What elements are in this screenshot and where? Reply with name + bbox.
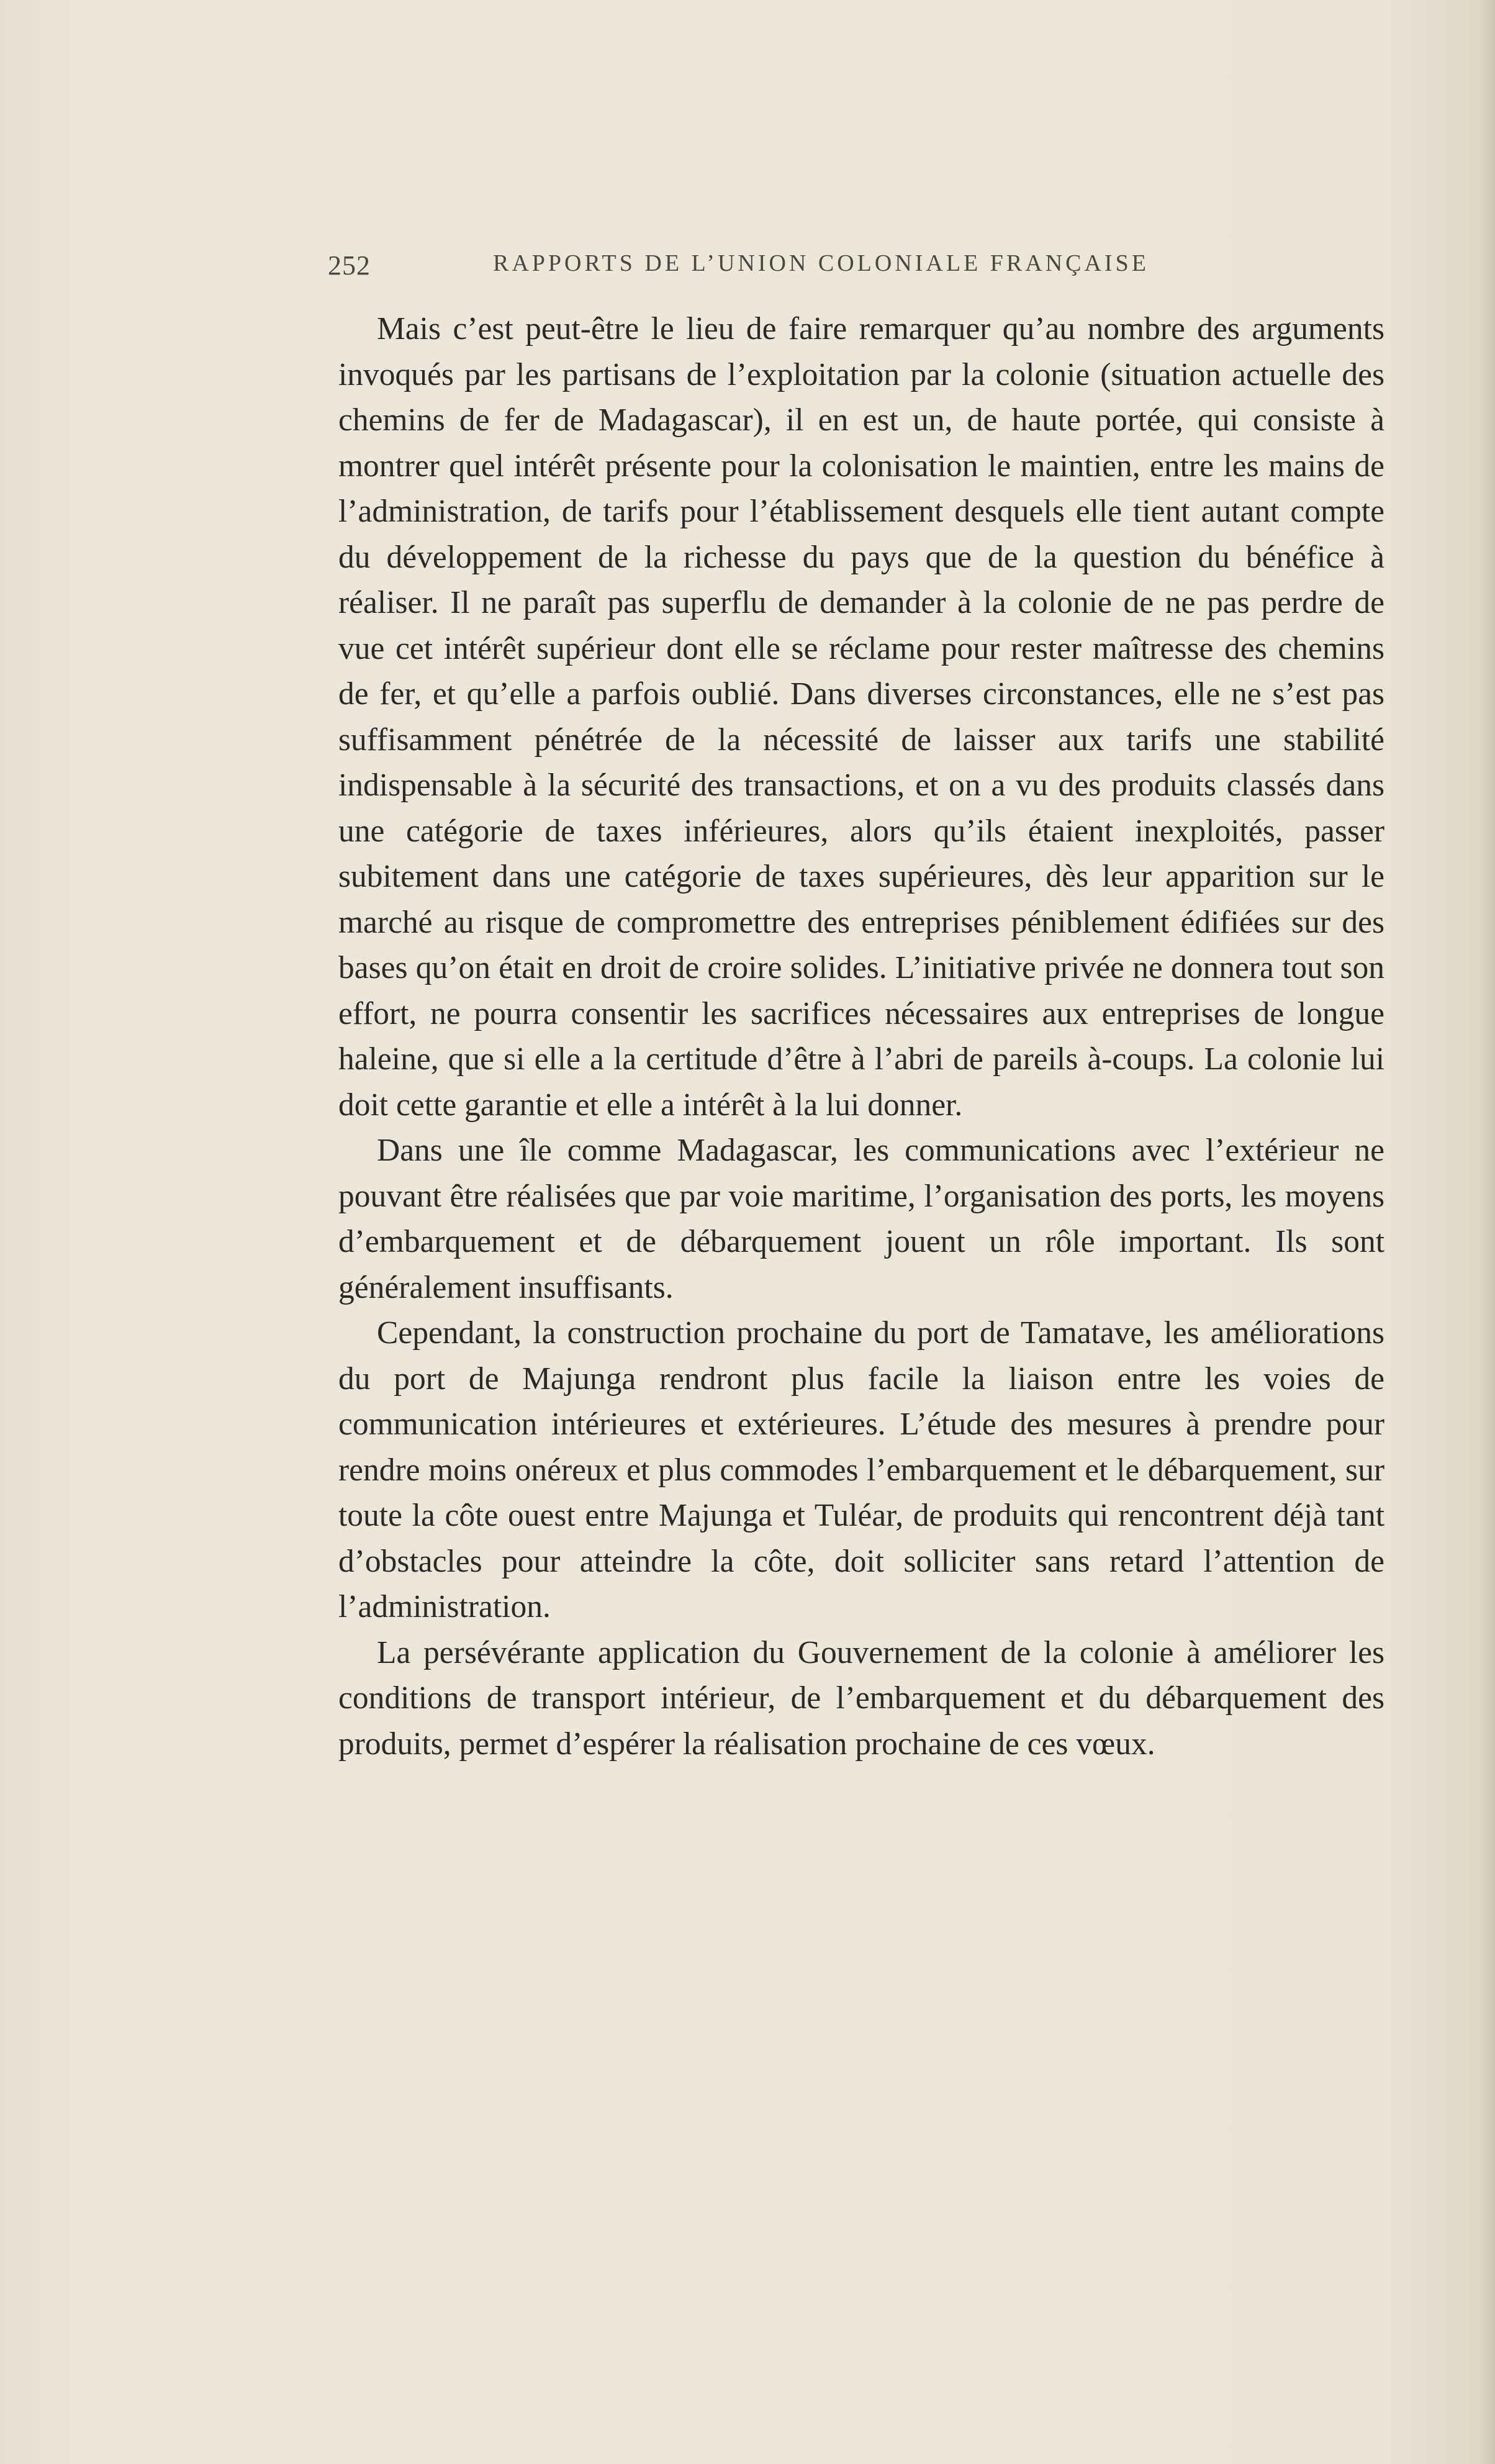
page-number: 252 (328, 250, 371, 281)
body-text (338, 306, 1384, 1767)
running-header (328, 250, 1383, 287)
paragraph-conclusion: La persévérante application du Gouvernement de la colonie à améliorer les conditions de transport intérieur, de l’embarquement et du débarquement des produits, permet d’espérer la réalisation prochaine de ces vœux. (338, 1634, 1384, 1762)
paragraph-tamatave-majunga: Cependant, la construction prochaine du port de Tamatave, les améliorations du port de Majunga rendront plus facile la liaison entre les voies de communication intérieures et extérieures. L’étude des mesures à prendre pour rendre moins onéreux et plus commodes l’embarquement et le débarquement, sur toute la côte ouest entre Majunga et Tuléar, de produits qui rencontrent déjà tant d’obstacles pour atteindre la côte, doit solliciter sans retard l’attention de l’administration. (338, 1315, 1384, 1624)
paragraph-ports: Dans une île comme Madagascar, les communications avec l’extérieur ne pouvant être réalisées que par voie maritime, l’organisation des ports, les moyens d’embarquement et de débarquement jouent un rôle important. Ils sont généralement insuffisants. (338, 1133, 1384, 1305)
page-edge-shadow (1479, 0, 1495, 2464)
paragraph-tariffs: Mais c’est peut-être le lieu de faire remarquer qu’au nombre des arguments invoqués par les partisans de l’exploitation par la colonie (situation actuelle des chemins de fer de Madagascar), il en est un, de haute portée, qui consiste à montrer quel intérêt présente pour la colonisation le maintien, entre les mains de l’administration, de tarifs pour l’établissement desquels elle tient autant compte du développement de la richesse du pays que de la question du bénéfice à réaliser. Il ne paraît pas superflu de demander à la colonie de ne pas perdre de vue cet intérêt supérieur dont elle se réclame pour rester maîtresse des chemins de fer, et qu’elle a parfois oublié. Dans diverses circonstances, elle ne s’est pas suffisamment pénétrée de la nécessité de laisser aux tarifs une stabilité indispensable à la sécurité des transactions, et on a vu des produits classés dans une catégorie de taxes inférieures, alors qu’ils étaient inexploités, passer subitement dans une catégorie de taxes supérieures, dès leur apparition sur le marché au risque de compromettre des entreprises péniblement édifiées sur des bases qu’on était en droit de croire solides. L’initiative privée ne donnera tout son effort, ne pourra consentir les sacrifices nécessaires aux entreprises de longue haleine, que si elle a la certitude d’être à l’abri de pareils à-coups. La colonie lui doit cette garantie et elle a intérêt à la lui donner. (338, 311, 1384, 1123)
running-title: RAPPORTS DE L’UNION COLONIALE FRANÇAISE (493, 250, 1149, 276)
